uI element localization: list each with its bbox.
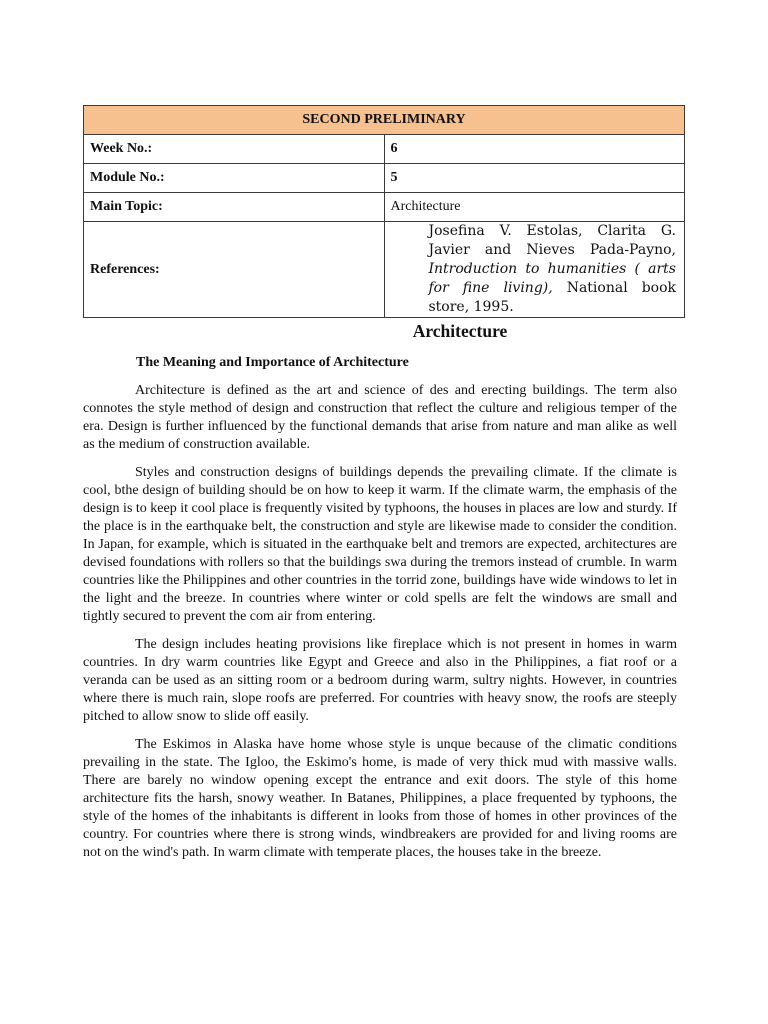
section-heading: The Meaning and Importance of Architecture (136, 355, 409, 370)
module-value: 5 (384, 164, 685, 193)
document-title: Architecture (412, 321, 508, 341)
table-title: SECOND PRELIMINARY (84, 106, 685, 135)
week-label: Week No.: (84, 135, 385, 164)
week-value: 6 (384, 135, 685, 164)
document-body (83, 382, 677, 872)
topic-value: Architecture (384, 193, 685, 222)
references-book-title: Introduction to humanities ( arts for fine living), (428, 261, 676, 296)
module-label: Module No.: (84, 164, 385, 193)
references-label: References: (84, 222, 385, 318)
paragraph: Styles and construction designs of buildings depends the prevailing climate. If the climate is cool, bthe design of building should be on how to keep it warm. If the climate warm, the emphasis of the design is to keep it cool place is frequently visited by typhoons, the houses in places are low and sturdy. If the place is in the earthquake belt, the construction and style are likewise made to consider the condition. In Japan, for example, which is situated in the earthquake belt and tremors are expected, architectures are devised foundations with rollers so that the buildings swa during the tremors instead of crumble. In warm countries like the Philippines and other countries in the torrid zone, buildings have wide windows to let in the light and the breeze. In countries where winter or cold spells are felt the windows are small and tightly secured to prevent the com air from entering. (83, 465, 677, 624)
references-publisher: National book store, 1995. (428, 280, 676, 315)
topic-label: Main Topic: (84, 193, 385, 222)
references-value (384, 222, 685, 318)
paragraph: Architecture is defined as the art and science of des and erecting buildings. The term also connotes the style method of design and construction that reflect the culture and religious temper of the era. Design is further influenced by the functional demands that arise from nature and man alike as well as the medium of construction available. (83, 383, 677, 452)
paragraph: The Eskimos in Alaska have home whose style is unque because of the climatic conditions prevailing in the state. The Igloo, the Eskimo's home, is made of very thick mud with massive walls. There are barely no window opening except the entrance and exit doors. The style of this home architecture fits the harsh, snowy weather. In Batanes, Philippines, a place frequented by typhoons, the style of the homes of the inhabitants is different in looks from those of homes in other provinces of the country. For countries where there is strong winds, windbreakers are provided for and living rooms are not on the wind's path. In warm climate with temperate places, the houses take in the breeze. (83, 737, 677, 860)
module-info-table (83, 105, 685, 318)
paragraph: The design includes heating provisions like fireplace which is not present in homes in warm countries. In dry warm countries like Egypt and Greece and also in the Philippines, a fiat roof or a veranda can be used as an sitting room or a bedroom during warm, sultry nights. However, in countries where there is much rain, slope roofs are preferred. For countries with heavy snow, the roofs are steeply pitched to allow snow to slide off easily. (83, 637, 677, 724)
references-authors: Josefina V. Estolas, Clarita G. Javier and Nieves Pada-Payno, (428, 223, 676, 258)
